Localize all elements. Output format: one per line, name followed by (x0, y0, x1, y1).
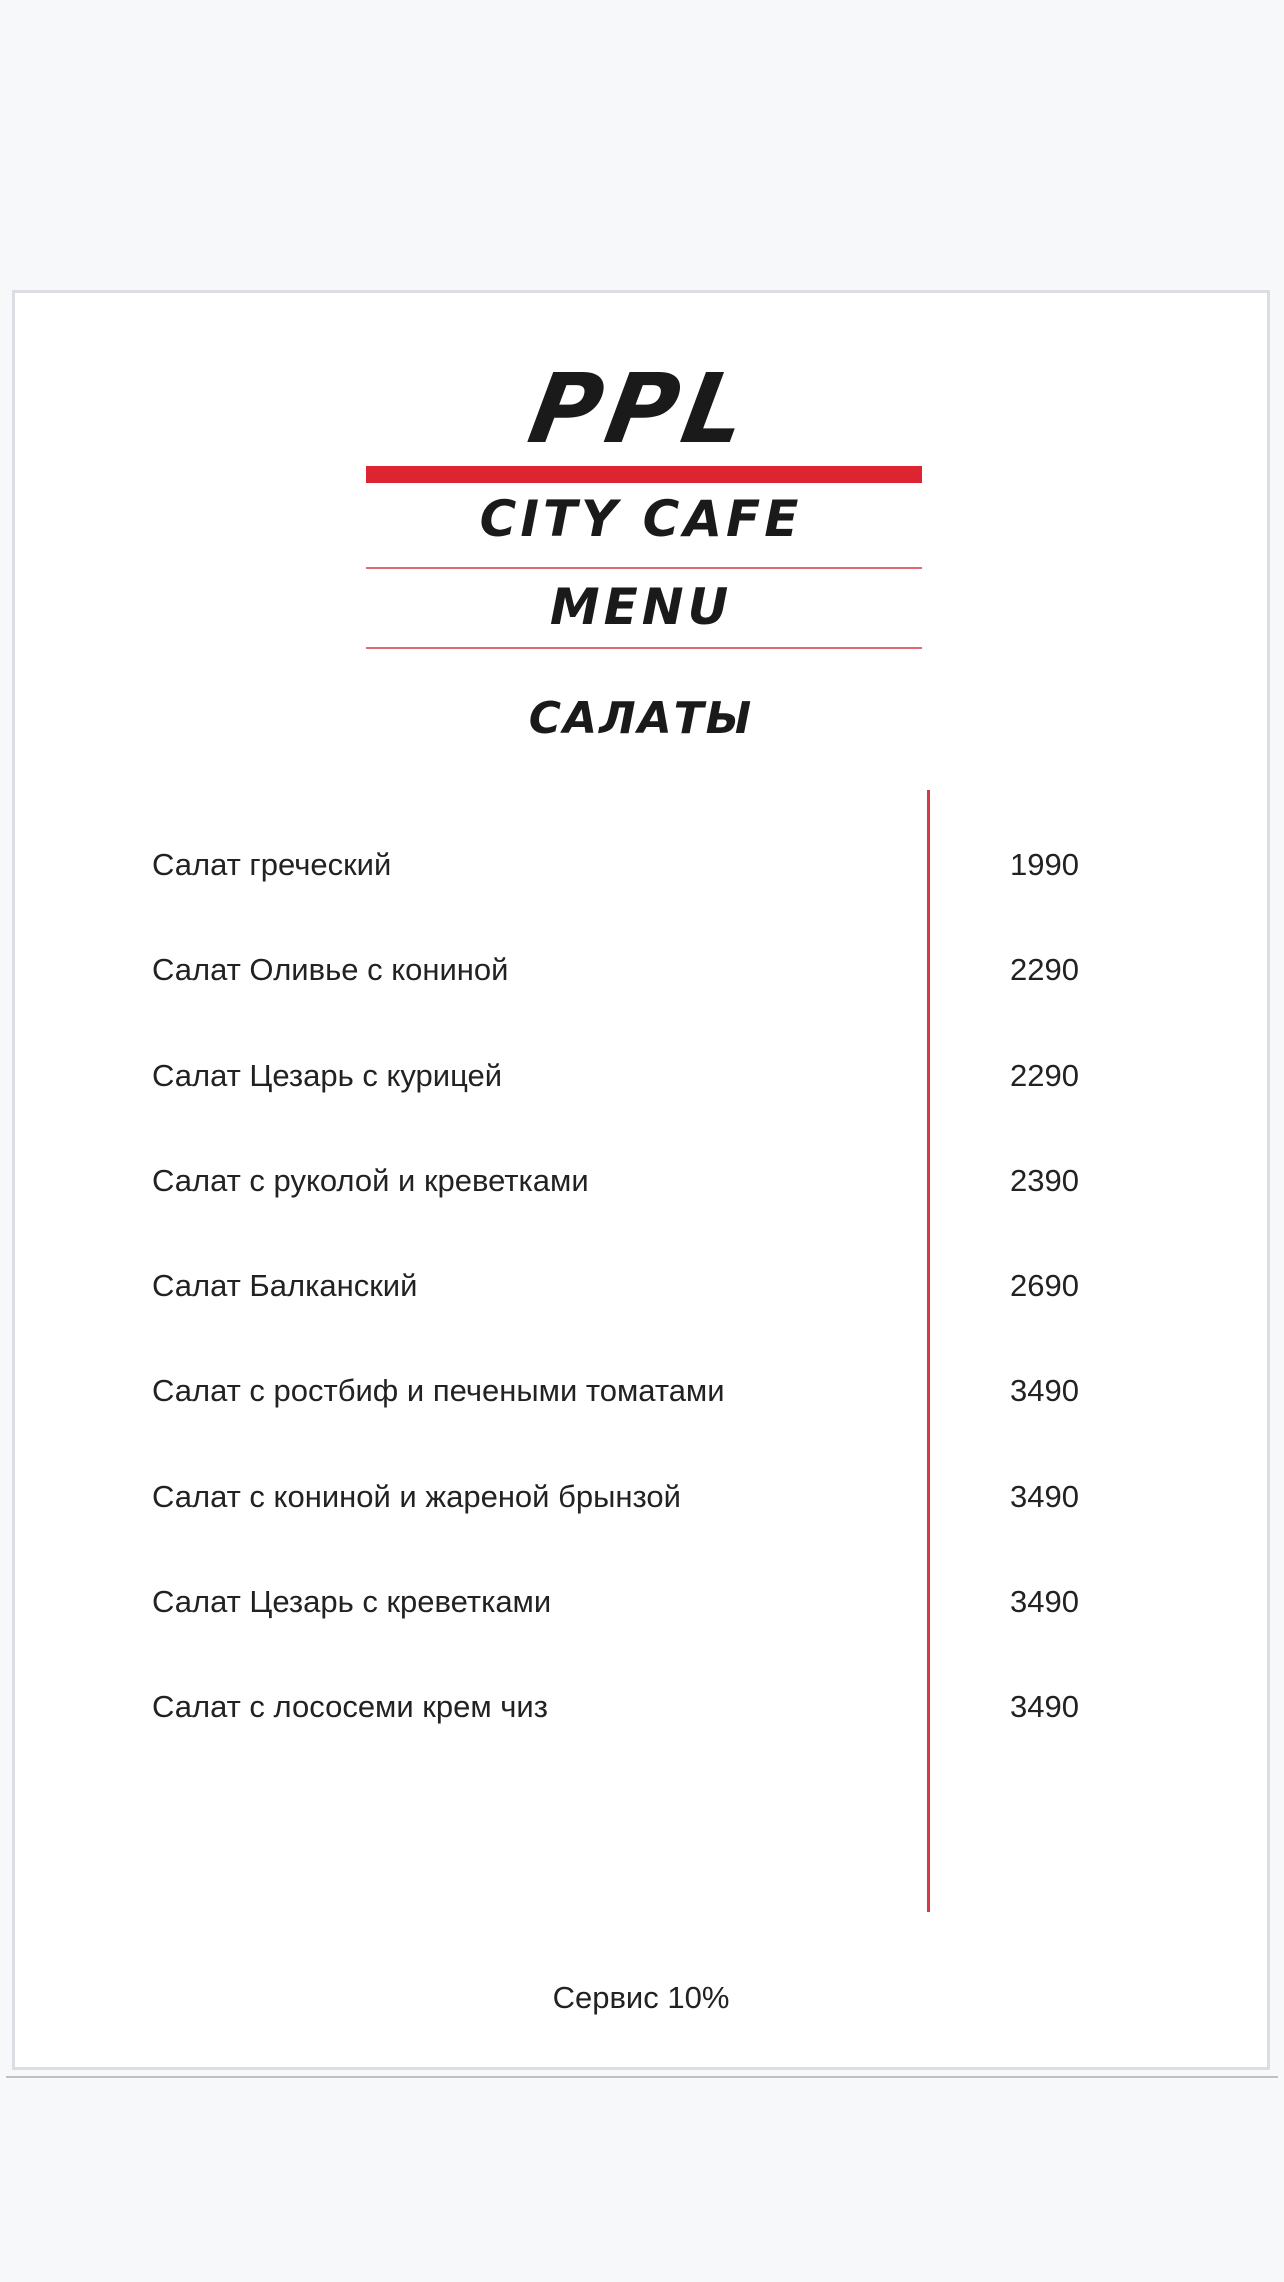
menu-item-name: Салат с ростбиф и печеными томатами (152, 1373, 725, 1409)
menu-item-price: 2690 (1010, 1268, 1079, 1304)
menu-item-price: 3490 (1010, 1689, 1079, 1725)
thin-divider-bottom (366, 647, 922, 649)
menu-item-name: Салат Оливье с кониной (152, 952, 509, 988)
menu-item-name: Салат Цезарь с курицей (152, 1057, 503, 1093)
thin-divider-top (366, 567, 922, 569)
menu-item (152, 1266, 1102, 1371)
cafe-subtitle: CITY CAFE (479, 490, 803, 548)
page-bottom-edge (6, 2076, 1278, 2078)
menu-item-price: 2390 (1010, 1162, 1079, 1198)
menu-item-name: Салат Цезарь с креветками (152, 1584, 552, 1620)
menu-item (152, 1687, 1102, 1792)
menu-item-price: 2290 (1010, 1057, 1079, 1093)
menu-item (152, 845, 1102, 950)
service-charge-note: Сервис 10% (552, 1980, 730, 2015)
menu-item-price: 3490 (1010, 1478, 1079, 1514)
menu-item-name: Салат с кониной и жареной брынзой (152, 1478, 681, 1514)
menu-item (152, 950, 1102, 1055)
red-divider-bar (366, 466, 922, 483)
menu-item-price: 2290 (1010, 952, 1079, 988)
menu-item (152, 1477, 1102, 1582)
menu-item (152, 1056, 1102, 1161)
menu-item-name: Салат греческий (152, 847, 392, 882)
section-title: САЛАТЫ (528, 693, 754, 744)
menu-item-list (152, 845, 1102, 1793)
menu-item-price: 3490 (1010, 1584, 1079, 1620)
menu-item (152, 1161, 1102, 1266)
menu-item-price: 1990 (1010, 847, 1079, 882)
logo-title: PPL (521, 353, 761, 465)
menu-page (12, 290, 1270, 2070)
menu-item (152, 1582, 1102, 1687)
menu-item-name: Салат с руколой и креветками (152, 1162, 589, 1198)
menu-item-name: Салат Балканский (152, 1268, 418, 1304)
menu-heading: MENU (549, 578, 733, 636)
menu-item-price: 3490 (1010, 1373, 1079, 1409)
menu-item (152, 1371, 1102, 1476)
menu-item-name: Салат с лососеми крем чиз (152, 1689, 548, 1725)
